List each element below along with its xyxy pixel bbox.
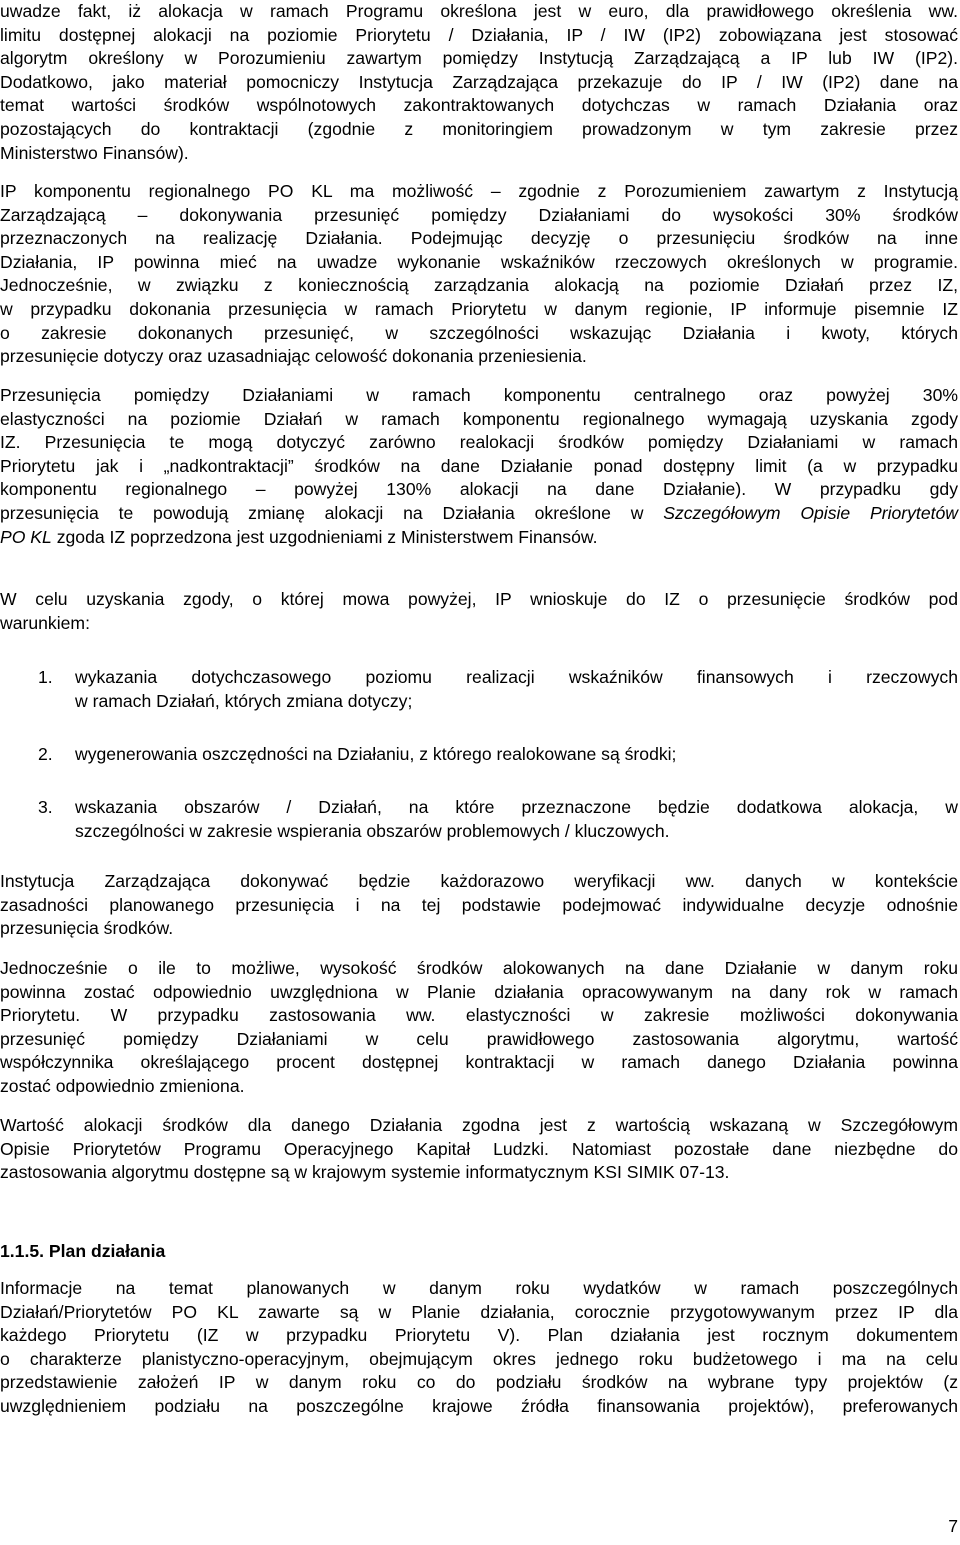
text-run: przesunięcia te powodują zmianę alokacji na Działania określone w [0, 502, 664, 523]
text-line: warunkiem: [0, 612, 90, 633]
text-line: Ministerstwo Finansów). [0, 142, 189, 163]
text-line: uwadze fakt, iż alokacja w ramach Programu określona jest w euro, dla prawidłowego określenia ww. [0, 1, 958, 21]
text-line: przedstawienie założeń IP w danym roku co do podziału środków na wybrane typy projektów (z [0, 1372, 958, 1393]
text-line: elastyczności na poziomie Działań w ramach komponentu regionalnego wymagają uzyskania zgody [0, 408, 958, 429]
text-line: przesunięć pomiędzy Działaniami w celu prawidłowego zastosowania algorytmu, wartość [0, 1028, 958, 1049]
text-line: Priorytetu jak i „nadkontraktacji” środków na dane Działanie ponad dostępny limit (a w przypadku [0, 455, 958, 476]
text-line [0, 502, 958, 526]
paragraph-allocation-euro [0, 0, 958, 165]
paragraph-plan-description [0, 1277, 958, 1419]
text-line: Wartość alokacji środków dla danego Działania zgodna jest z wartością wskazaną w Szczegółowym [0, 1115, 958, 1135]
text-line: przesunięcia środków. [0, 918, 174, 939]
text-line: przeznaczonych na realizację Działania. Podejmując decyzję o przesunięciu środków na inne [0, 228, 958, 249]
text-line: Priorytetu. W przypadku zastosowania ww. elastyczności w zakresie możliwości dokonywania [0, 1005, 958, 1026]
list-number: 3. [38, 797, 53, 817]
list-text [75, 743, 958, 767]
text-line: Przesunięcia pomiędzy Działaniami w ramach komponentu centralnego oraz powyżej 30% [0, 385, 958, 405]
text-line: limitu dostępnej alokacji na poziomie Priorytetu / Działania, IP / IW (IP2) zobowiązana jest stosować [0, 24, 958, 45]
text-line: szczególności w zakresie wspierania obszarów problemowych / kluczowych. [75, 820, 670, 841]
text-line: Działań/Priorytetów PO KL zawarte są w Planie działania, corocznie przygotowywanym przez IP dla [0, 1301, 958, 1322]
text-line [0, 526, 958, 550]
text-line: IP komponentu regionalnego PO KL ma możliwość – zgodnie z Porozumieniem zawartym z Instytucją [0, 181, 958, 201]
text-line: temat wartości środków wspólnotowych zakontraktowanych dotychczas w ramach Działania oraz [0, 95, 958, 116]
text-line: Opisie Priorytetów Programu Operacyjnego Kapitał Ludzki. Natomiast pozostałe dane niezbędne do [0, 1138, 958, 1159]
section-heading: 1.1.5. Plan działania [0, 1241, 166, 1261]
list-text [75, 666, 958, 713]
text-line: Jednocześnie o ile to możliwe, wysokość środków alokowanych na dane Działanie w danym roku [0, 958, 958, 978]
text-line: wskazania obszarów / Działań, na które przeznaczone będzie dodatkowa alokacja, w [75, 797, 958, 817]
text-line: zostać odpowiednio zmieniona. [0, 1075, 245, 1096]
text-line: Instytucja Zarządzająca dokonywać będzie każdorazowo weryfikacji ww. danych w kontekście [0, 871, 958, 891]
text-line: Informacje na temat planowanych w danym roku wydatków w ramach poszczególnych [0, 1278, 958, 1298]
text-line: Zarządzającą – dokonywania przesunięć pomiędzy Działaniami do wysokości 30% środków [0, 204, 958, 225]
text-line: Dodatkowo, jako materiał pomocniczy Instytucja Zarządzająca przekazuje do IP / IW (IP2) dane na [0, 71, 958, 92]
text-line: Jednocześnie, w związku z koniecznością zarządzania alokacją na poziomie Działań przez IZ, [0, 275, 958, 296]
text-line: uwzględnieniem podziału na poszczególne krajowe źródła finansowania projektów), preferowanych [0, 1395, 958, 1416]
text-line: wykazania dotychczasowego poziomu realizacji wskaźników finansowych i rzeczowych [75, 667, 958, 687]
text-line: komponentu regionalnego – powyżej 130% alokacji na dane Działanie). W przypadku gdy [0, 479, 958, 500]
list-number: 1. [38, 667, 53, 687]
text-line: przesunięcie dotyczy oraz uzasadniając celowość dokonania przeniesienia. [0, 346, 587, 367]
text-line: algorytm określony w Porozumieniu zawartym pomiędzy Instytucją Zarządzającą a IP lub IW (IP2). [0, 48, 958, 69]
text-line: współczynnika określającego procent dostępnej kontraktacji w ramach danego Działania powinna [0, 1052, 958, 1073]
text-line: W celu uzyskania zgody, o której mowa powyżej, IP wnioskuje do IZ o przesunięcie środków pod [0, 589, 958, 609]
list-number: 2. [38, 744, 53, 764]
text-line: o zakresie dokonanych przesunięć, w szczególności wskazując Działania i kwoty, których [0, 322, 958, 343]
text-line: Działania, IP powinna mieć na uwadze wykonanie wskaźników rzeczowych określonych w programie. [0, 251, 958, 272]
italic-text: PO KL [0, 526, 52, 547]
text-line: w ramach Działań, których zmiana dotyczy; [75, 690, 413, 711]
paragraph-allocation-value [0, 1114, 958, 1185]
text-line: pozostających do kontraktacji (zgodnie z monitoringiem prowadzonym w tym zakresie przez [0, 118, 958, 139]
text-line: IZ. Przesunięcia te mogą dotyczyć zarówno realokacji środków pomiędzy Działaniami w ramach [0, 432, 958, 453]
text-line: w przypadku dokonania przesunięcia w ramach Priorytetu w danym regionie, IP informuje pisemnie IZ [0, 298, 958, 319]
list-text [75, 796, 958, 843]
paragraph-verification [0, 870, 958, 941]
page-number: 7 [948, 1516, 958, 1536]
paragraph-consent-conditions [0, 588, 958, 635]
text-line: o charakterze planistyczno-operacyjnym, obejmującym okres jednego roku budżetowego i ma na celu [0, 1348, 958, 1369]
text-run: zgoda IZ poprzedzona jest uzgodnieniami z Ministerstwem Finansów. [51, 526, 598, 547]
paragraph-regional-component [0, 180, 958, 369]
paragraph-central-component [0, 384, 958, 549]
text-line: wygenerowania oszczędności na Działaniu, z którego realokowane są środki; [75, 744, 677, 764]
text-line: zastosowania algorytmu dostępne są w krajowym systemie informatycznym KSI SIMIK 07-13. [0, 1162, 730, 1183]
text-line: zasadności planowanego przesunięcia i na tej podstawie podejmować indywidualne decyzje odnośnie [0, 894, 958, 915]
italic-text: Szczegółowym Opisie Priorytetów [663, 502, 958, 523]
text-line: powinna zostać odpowiednio uwzględniona w Planie działania opracowywanym na dany rok w ramach [0, 981, 958, 1002]
paragraph-action-plan-allocation [0, 957, 958, 1099]
text-line: każdego Priorytetu (IZ w przypadku Priorytetu V). Plan działania jest rocznym dokumentem [0, 1325, 958, 1346]
